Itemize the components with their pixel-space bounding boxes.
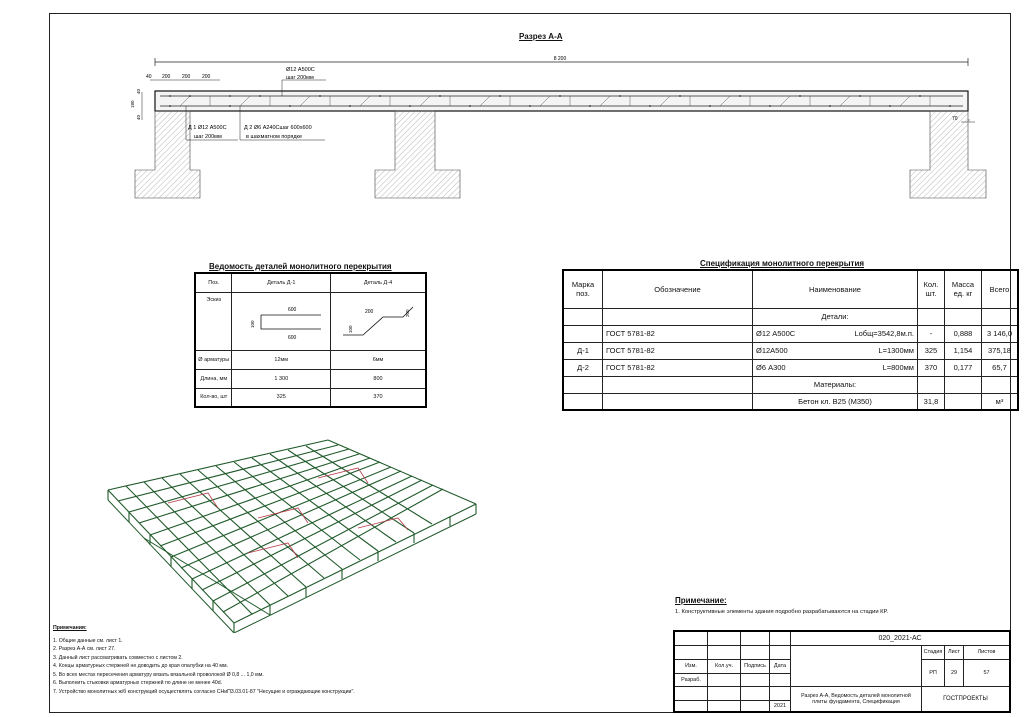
svg-text:600: 600 <box>288 307 297 313</box>
details-sketch-label: Эскиз <box>195 292 232 350</box>
stamp-code: 020_2021-АС <box>791 631 1011 645</box>
details-header-row <box>195 273 426 292</box>
details-cell: 325 <box>232 388 331 407</box>
section-drawing <box>120 50 990 200</box>
callout-d1-0: Д 1 Ø12 А500С <box>188 125 227 131</box>
spec-section-row <box>563 376 1018 393</box>
spec-header-cell: Всего <box>981 270 1018 308</box>
callout-d1-1: шаг 200мм <box>194 134 222 140</box>
d4-sketch <box>333 295 423 345</box>
spec-header-cell: Масса ед. кг <box>944 270 981 308</box>
spec-header-row <box>563 270 1018 308</box>
svg-text:100: 100 <box>250 320 256 328</box>
details-cell: Кол-во, шт <box>195 388 232 407</box>
title-block <box>673 630 1011 713</box>
details-cell: 800 <box>331 369 427 388</box>
note-item: 5. Во всех местах пересечения арматуру вязать вязальной проволокой Ø 0,8 ... 1,0 мм. <box>53 671 264 678</box>
spec-section-row <box>563 308 1018 325</box>
note-item: 4. Концы арматурных стержней не доводить до края опалубки на 40 мм. <box>53 663 228 669</box>
d1-sketch <box>236 295 326 345</box>
notes-right-heading: Примечание: <box>675 596 727 605</box>
callout-top-1: шаг 200мм <box>286 75 314 81</box>
stamp-sheets-label: Листов <box>964 645 1011 659</box>
stamp-stage-label: Стадия <box>922 645 945 659</box>
foundation-right <box>910 111 986 198</box>
dim-top-1: 200 <box>162 74 171 80</box>
dim-left-2: 40 <box>136 114 141 120</box>
details-row <box>195 369 426 388</box>
details-table <box>194 272 427 408</box>
spec-title: Спецификация монолитного перекрытия <box>700 259 865 268</box>
note-item: 1. Общие данные см. лист 1. <box>53 637 123 644</box>
dim-top-0: 40 <box>146 74 152 80</box>
spec-header-cell: Марка поз. <box>563 270 603 308</box>
dim-top-3: 200 <box>202 74 211 80</box>
notes-left <box>53 624 355 696</box>
foundation-middle <box>375 111 460 198</box>
details-header-cell: Деталь Д-1 <box>232 273 331 292</box>
notes-right-text: 1. Конструктивные элементы здания подробно разрабатываются на стадии КР. <box>675 609 888 615</box>
spec-header-cell: Кол. шт. <box>917 270 944 308</box>
d4-sketch-cell <box>331 292 427 350</box>
dim-left-1: 40 <box>136 88 141 94</box>
stamp-description: Разрез А-А, Ведомость деталей монолитной плиты фундамента, Спецификация <box>791 686 922 712</box>
note-item: 7. Устройство монолитных ж/б конструкций осуществлять согласно СНиП3.03.01-87 "Несущие и ограждающие конструкции". <box>53 688 355 695</box>
stamp-company: ГОСТПРОЕКТЫ <box>922 686 1011 712</box>
spec-row: Д-2 ГОСТ 5781-82 Ø6 А300 L=800мм 370 0,177 65,7 <box>563 359 1018 376</box>
note-item: 3. Данный лист рассматривать совместно с листом 2. <box>53 654 183 661</box>
details-title: Ведомость деталей монолитного перекрытия <box>209 262 392 271</box>
details-cell: Длина, мм <box>195 369 232 388</box>
stamp-year: 2021 <box>770 700 791 712</box>
details-header-cell: Деталь Д-4 <box>331 273 427 292</box>
rebar-mesh-3d-image <box>98 418 488 633</box>
stamp-developer: Разраб. <box>674 673 708 686</box>
stamp-label: Кол.уч. <box>708 659 741 673</box>
details-row <box>195 350 426 369</box>
callout-d2-1: в шахматном порядке <box>246 134 303 140</box>
stamp-stage: РП <box>922 659 945 686</box>
notes-left-heading: Примечания: <box>53 625 87 631</box>
spec-table <box>562 269 1019 411</box>
details-cell: 370 <box>331 388 427 407</box>
note-item: 2. Разрез А-А см. лист 27. <box>53 646 116 652</box>
details-header-cell: Поз. <box>195 273 232 292</box>
details-cell: 6мм <box>331 350 427 369</box>
spec-section-label: Детали: <box>753 308 918 325</box>
callout-d2-0: Д 2 Ø6 А240Сшаг 600х600 <box>244 125 312 131</box>
stamp-sheet-label: Лист <box>945 645 964 659</box>
spec-row: ГОСТ 5781-82 Ø12 А500С Lобщ=3542,8м.п. - 0,888 3 146,0 <box>563 325 1018 342</box>
spec-header-cell: Наименование <box>753 270 918 308</box>
svg-text:200: 200 <box>405 309 410 317</box>
stamp-sheet: 29 <box>945 659 964 686</box>
stamp-label: Дата <box>770 659 791 673</box>
spec-row: Д-1 ГОСТ 5781-82 Ø12А500 L=1300мм 325 1,154 375,18 <box>563 342 1018 359</box>
stamp-label: Изм. <box>674 659 708 673</box>
d1-sketch-cell <box>232 292 331 350</box>
details-cell: 1 300 <box>232 369 331 388</box>
spec-material-row: Бетон кл. В25 (М350) 31,8 м³ <box>563 393 1018 410</box>
dim-top-2: 200 <box>182 74 191 80</box>
callout-top-0: Ø12 А500С <box>286 67 315 73</box>
section-title: Разрез А-А <box>519 32 563 41</box>
details-cell: 12мм <box>232 350 331 369</box>
overall-dim-text: 8 200 <box>553 56 567 62</box>
svg-text:100: 100 <box>348 325 353 333</box>
note-item: 6. Выполнить стыковки арматурных стержней по длине не менее 40d. <box>53 680 223 686</box>
spec-section-label: Материалы: <box>753 376 918 393</box>
details-sketch-row <box>195 292 426 350</box>
svg-text:600: 600 <box>288 335 297 341</box>
stamp-label: Подпись <box>741 659 770 673</box>
spec-header-cell: Обозначение <box>603 270 753 308</box>
details-cell: Ø арматуры <box>195 350 232 369</box>
dim-right: 70 <box>952 116 958 122</box>
dim-left-0: 180 <box>130 100 135 108</box>
details-row <box>195 388 426 407</box>
svg-text:200: 200 <box>365 309 374 315</box>
stamp-sheets: 57 <box>964 659 1011 686</box>
